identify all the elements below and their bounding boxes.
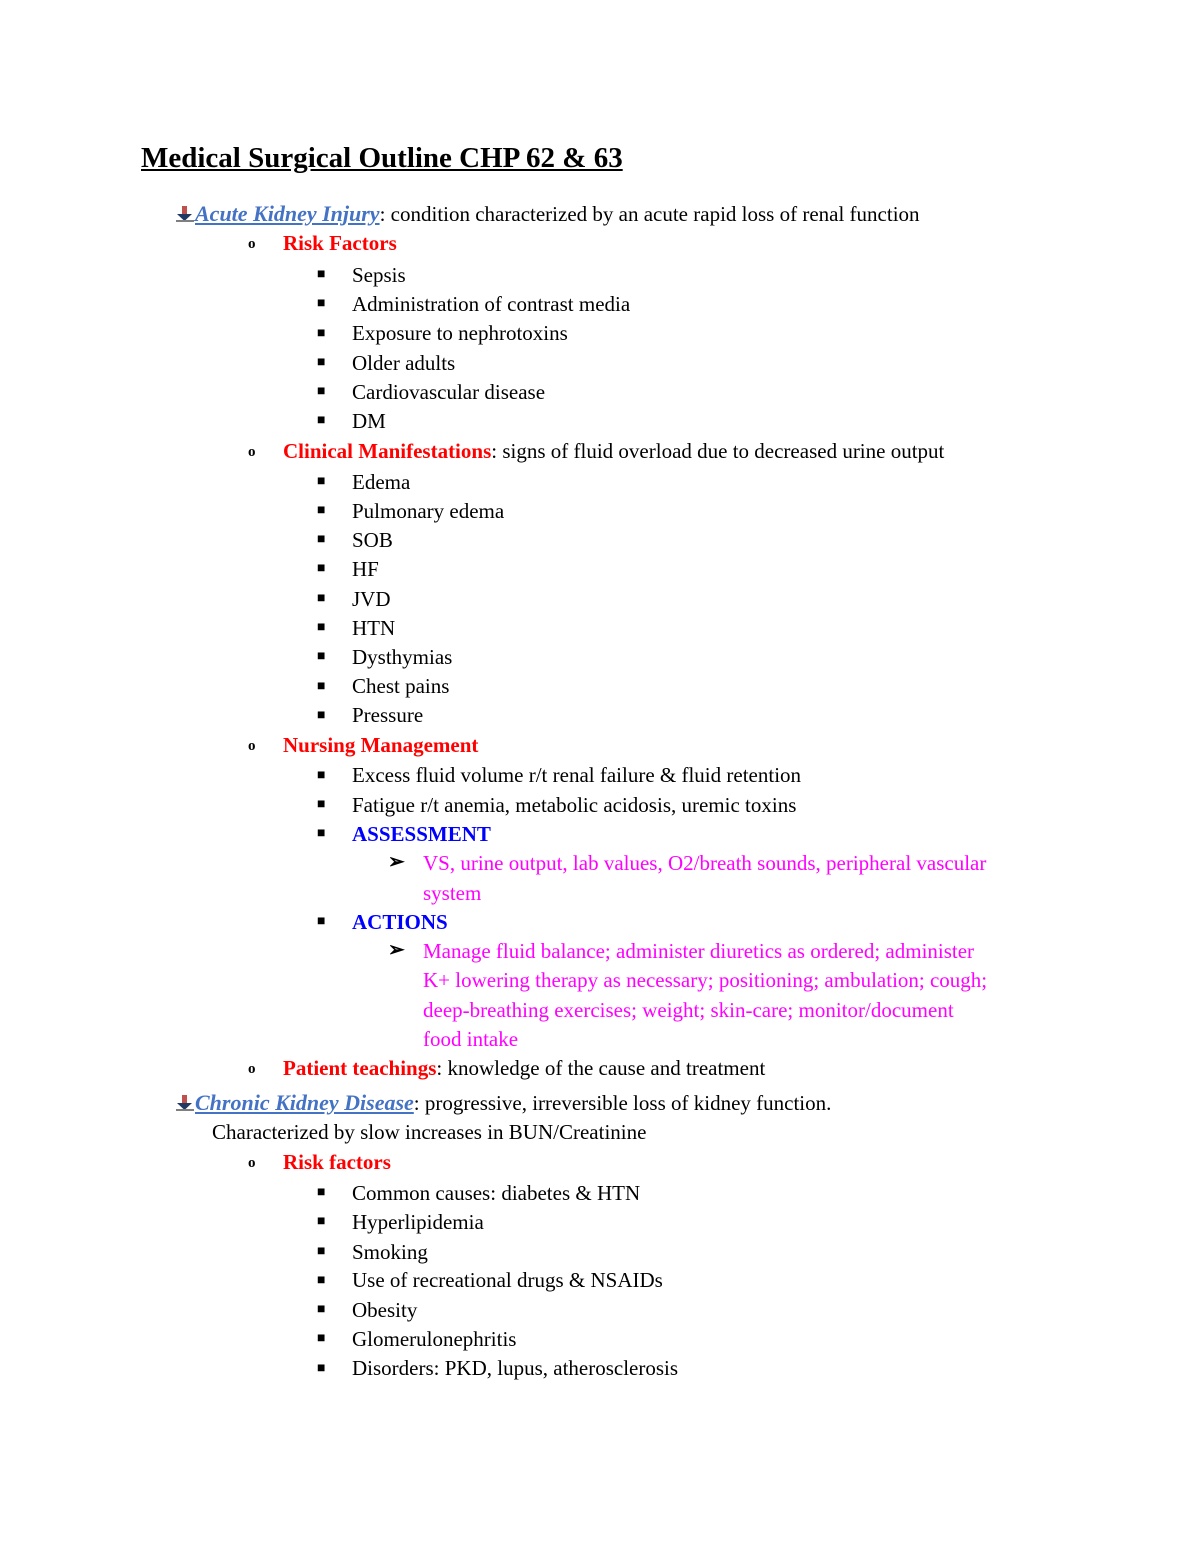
assessment-line: VS, urine output, lab values, O2/breath sounds, peripheral vascular bbox=[423, 851, 987, 875]
actions-line: food intake bbox=[423, 1027, 519, 1051]
assessment-heading: ASSESSMENT bbox=[352, 822, 491, 846]
ckd-continuation: Characterized by slow increases in BUN/Creatinine bbox=[212, 1120, 647, 1144]
square-icon: ■ bbox=[317, 413, 326, 428]
list-item: Disorders: PKD, lupus, atherosclerosis bbox=[352, 1356, 679, 1380]
list-item: Hyperlipidemia bbox=[352, 1210, 484, 1234]
list-item: Edema bbox=[352, 470, 411, 494]
aki-teaching-description: : knowledge of the cause and treatment bbox=[436, 1056, 766, 1080]
actions-line: deep-breathing exercises; weight; skin-care; monitor/document bbox=[423, 998, 954, 1022]
square-icon: ■ bbox=[317, 503, 326, 518]
square-icon: ■ bbox=[317, 649, 326, 664]
square-icon: ■ bbox=[317, 768, 326, 783]
square-icon: ■ bbox=[317, 591, 326, 606]
actions-heading: ACTIONS bbox=[352, 910, 448, 934]
hollow-circle-icon: o bbox=[248, 1061, 256, 1077]
list-item: Older adults bbox=[352, 351, 456, 375]
square-icon: ■ bbox=[317, 474, 326, 489]
square-icon: ■ bbox=[317, 1214, 326, 1229]
square-icon: ■ bbox=[317, 1331, 326, 1346]
square-icon: ■ bbox=[317, 1302, 326, 1317]
list-item: HTN bbox=[352, 616, 396, 640]
list-item: DM bbox=[352, 409, 386, 433]
square-icon: ■ bbox=[317, 914, 326, 929]
list-item: Dysthymias bbox=[352, 645, 453, 669]
square-icon: ■ bbox=[317, 679, 326, 694]
square-icon: ■ bbox=[317, 797, 326, 812]
aki-clinical-heading: Clinical Manifestations bbox=[283, 439, 492, 463]
list-item: Excess fluid volume r/t renal failure & fluid retention bbox=[352, 763, 802, 787]
list-item: Obesity bbox=[352, 1298, 418, 1322]
square-icon: ■ bbox=[317, 326, 326, 341]
square-icon: ■ bbox=[317, 1244, 326, 1259]
square-icon: ■ bbox=[317, 1361, 326, 1376]
aki-nursing-heading: Nursing Management bbox=[283, 733, 479, 757]
aki-clinical-line bbox=[283, 437, 944, 466]
square-icon: ■ bbox=[317, 708, 326, 723]
square-icon: ■ bbox=[317, 355, 326, 370]
aki-topic: Acute Kidney Injury bbox=[195, 201, 380, 226]
list-item: Pulmonary edema bbox=[352, 499, 505, 523]
arrowhead-icon: ➢ bbox=[388, 939, 405, 961]
list-item: Fatigue r/t anemia, metabolic acidosis, uremic toxins bbox=[352, 793, 797, 817]
aki-definition: : condition characterized by an acute rapid loss of renal function bbox=[379, 202, 920, 226]
square-icon: ■ bbox=[317, 1185, 326, 1200]
actions-line: Manage fluid balance; administer diuretics as ordered; administer bbox=[423, 939, 975, 963]
hollow-circle-icon: o bbox=[248, 444, 256, 460]
arrow-down-icon bbox=[176, 1095, 194, 1116]
ckd-header bbox=[195, 1088, 831, 1118]
list-item: Exposure to nephrotoxins bbox=[352, 321, 568, 345]
aki-clinical-description: : signs of fluid overload due to decreased urine output bbox=[491, 439, 945, 463]
list-item: HF bbox=[352, 557, 379, 581]
hollow-circle-icon: o bbox=[248, 236, 256, 252]
list-item: Use of recreational drugs & NSAIDs bbox=[352, 1268, 663, 1292]
aki-risk-heading: Risk Factors bbox=[283, 231, 397, 255]
list-item: JVD bbox=[352, 587, 391, 611]
list-item: Common causes: diabetes & HTN bbox=[352, 1181, 641, 1205]
list-item: Pressure bbox=[352, 703, 424, 727]
arrow-down-icon bbox=[176, 206, 194, 227]
page-title: Medical Surgical Outline CHP 62 & 63 bbox=[141, 142, 623, 174]
list-item: Chest pains bbox=[352, 674, 450, 698]
hollow-circle-icon: o bbox=[248, 1155, 256, 1171]
assessment-line: system bbox=[423, 881, 482, 905]
square-icon: ■ bbox=[317, 826, 326, 841]
list-item: Glomerulonephritis bbox=[352, 1327, 517, 1351]
list-item: Smoking bbox=[352, 1240, 428, 1264]
list-item: SOB bbox=[352, 528, 393, 552]
square-icon: ■ bbox=[317, 561, 326, 576]
list-item: Sepsis bbox=[352, 263, 406, 287]
ckd-definition: : progressive, irreversible loss of kidney function. bbox=[413, 1091, 832, 1115]
square-icon: ■ bbox=[317, 384, 326, 399]
square-icon: ■ bbox=[317, 532, 326, 547]
square-icon: ■ bbox=[317, 620, 326, 635]
aki-header bbox=[195, 199, 920, 229]
arrowhead-icon: ➢ bbox=[388, 851, 405, 873]
square-icon: ■ bbox=[317, 1273, 326, 1288]
aki-teaching-line bbox=[283, 1054, 765, 1083]
list-item: Administration of contrast media bbox=[352, 292, 631, 316]
hollow-circle-icon: o bbox=[248, 738, 256, 754]
actions-line: K+ lowering therapy as necessary; positioning; ambulation; cough; bbox=[423, 968, 988, 992]
ckd-topic: Chronic Kidney Disease bbox=[195, 1090, 414, 1115]
ckd-risk-heading: Risk factors bbox=[283, 1150, 391, 1174]
list-item: Cardiovascular disease bbox=[352, 380, 546, 404]
square-icon: ■ bbox=[317, 296, 326, 311]
aki-teaching-heading: Patient teachings bbox=[283, 1056, 437, 1080]
square-icon: ■ bbox=[317, 267, 326, 282]
